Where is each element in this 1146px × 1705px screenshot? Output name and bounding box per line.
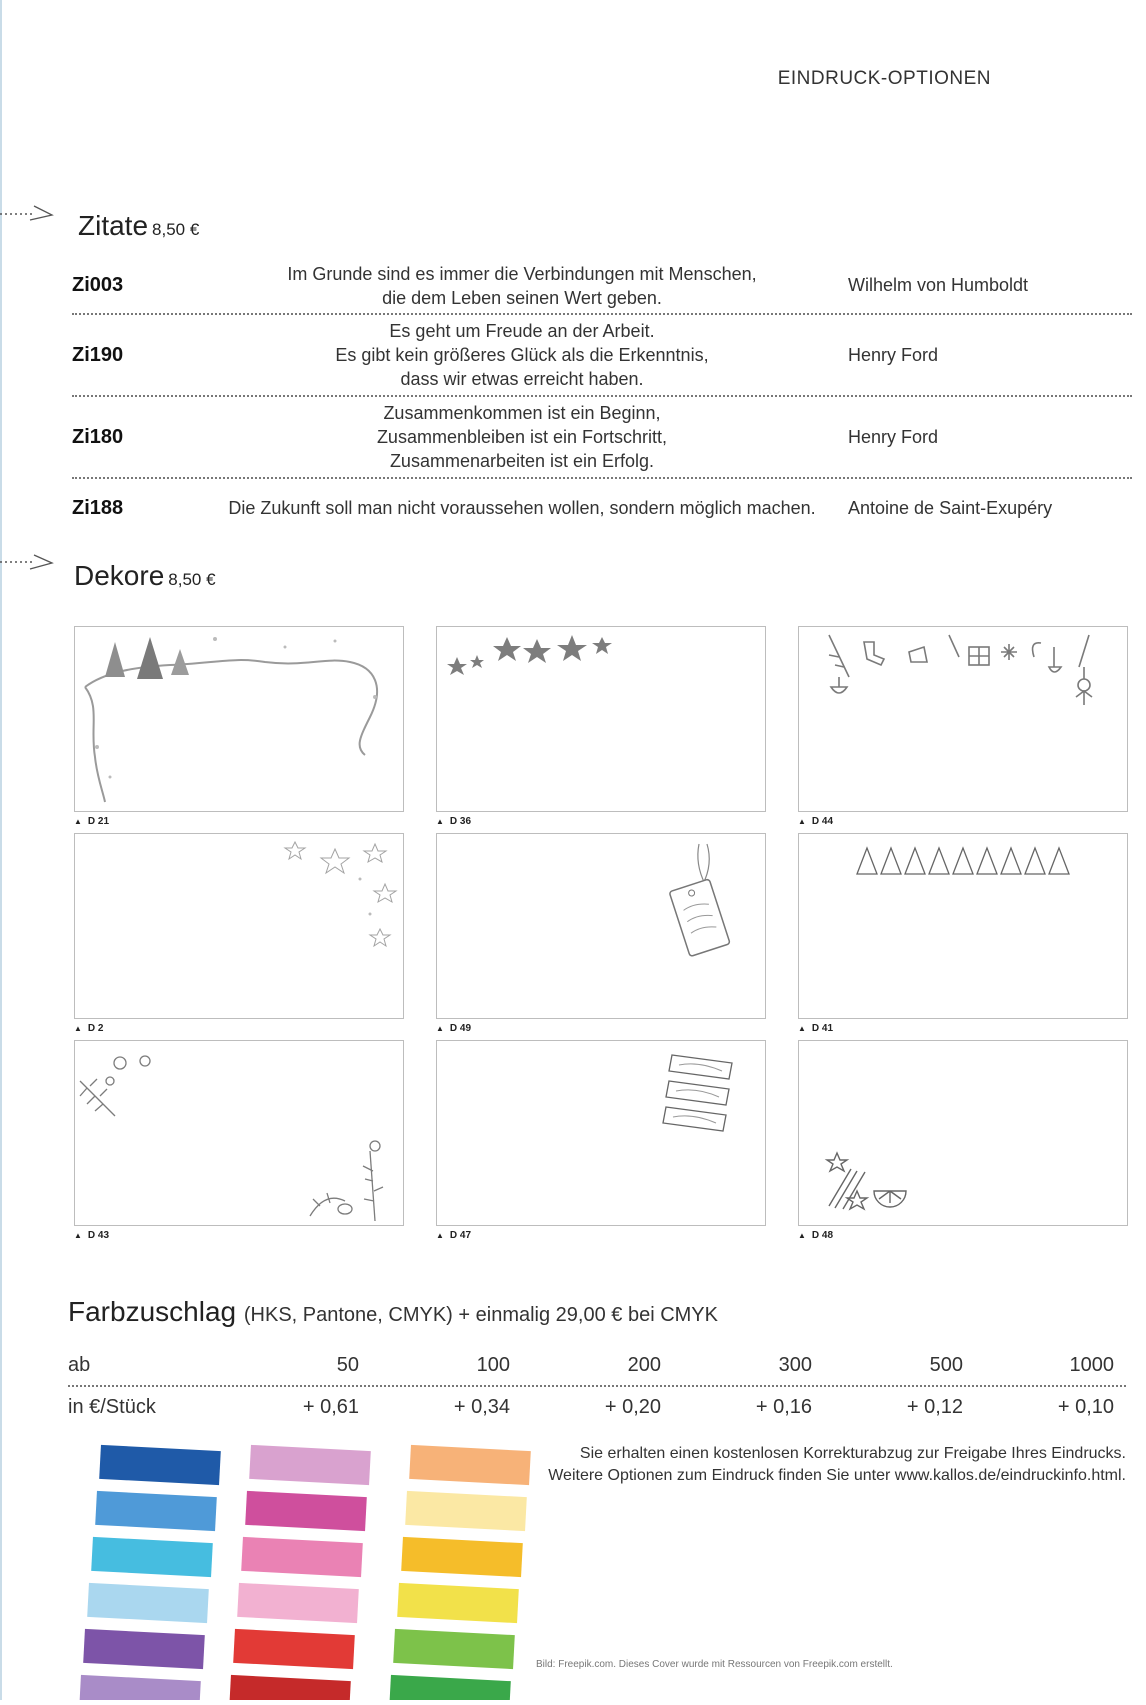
quantity-cell: 50 bbox=[336, 1353, 359, 1376]
quantity-cell: 300 bbox=[778, 1353, 812, 1376]
decor-item[interactable] bbox=[436, 626, 766, 827]
color-swatch bbox=[241, 1537, 363, 1577]
christmas-ornaments-icon bbox=[799, 627, 1127, 811]
decor-preview-card bbox=[798, 833, 1128, 1019]
color-swatch bbox=[405, 1491, 527, 1531]
pine-branches-icon bbox=[75, 1041, 403, 1225]
decor-preview-card bbox=[74, 626, 404, 812]
dekore-price: 8,50 € bbox=[168, 570, 216, 589]
color-swatch bbox=[95, 1491, 217, 1531]
color-swatch bbox=[99, 1445, 221, 1485]
quote-text: Es geht um Freude an der Arbeit. Es gibt kein größeres Glück als die Erkenntnis, dass wir etwas erreicht haben. bbox=[335, 321, 709, 389]
decor-label: ▲ D 21 bbox=[74, 816, 110, 827]
tree-row-icon bbox=[799, 834, 1127, 1018]
price-table bbox=[68, 1345, 1126, 1427]
color-swatch bbox=[401, 1537, 523, 1577]
farbzuschlag-title bbox=[68, 1296, 718, 1328]
quote-code: Zi188 bbox=[72, 496, 124, 519]
color-swatches-image bbox=[60, 1440, 560, 1700]
zitate-title bbox=[78, 210, 199, 242]
quote-row bbox=[72, 479, 1132, 537]
color-swatch bbox=[393, 1629, 515, 1669]
color-swatch bbox=[245, 1491, 367, 1531]
image-credit: Bild: Freepik.com. Dieses Cover wurde mit Ressourcen von Freepik.com erstellt. bbox=[536, 1659, 893, 1670]
decor-preview-card bbox=[798, 1040, 1128, 1226]
quantity-label: ab bbox=[68, 1353, 91, 1376]
decor-item[interactable] bbox=[798, 626, 1128, 827]
quote-row bbox=[72, 315, 1132, 397]
decor-label: ▲ D 44 bbox=[798, 816, 834, 827]
color-swatch bbox=[229, 1675, 351, 1700]
decor-label: ▲ D 47 bbox=[436, 1230, 472, 1241]
decor-preview-card bbox=[798, 626, 1128, 812]
decor-preview-card bbox=[436, 626, 766, 812]
color-swatch bbox=[409, 1445, 531, 1485]
quote-code: Zi180 bbox=[72, 425, 124, 448]
zitate-price: 8,50 € bbox=[152, 220, 200, 239]
color-swatch bbox=[91, 1537, 213, 1577]
quantity-cell: 200 bbox=[627, 1353, 661, 1376]
decor-label: ▲ D 36 bbox=[436, 816, 472, 827]
quote-code: Zi003 bbox=[72, 274, 124, 296]
decor-item[interactable] bbox=[798, 1040, 1128, 1241]
decor-label: ▲ D 49 bbox=[436, 1023, 472, 1034]
price-table-price-row bbox=[68, 1387, 1126, 1427]
decor-preview-card bbox=[74, 833, 404, 1019]
decor-item[interactable] bbox=[74, 626, 404, 827]
decor-label: ▲ D 41 bbox=[798, 1023, 834, 1034]
quote-author: Henry Ford bbox=[848, 426, 939, 447]
color-swatch bbox=[389, 1675, 511, 1700]
decor-label: ▲ D 43 bbox=[74, 1230, 110, 1241]
decor-preview-card bbox=[74, 1040, 404, 1226]
color-swatch bbox=[83, 1629, 205, 1669]
decor-item[interactable] bbox=[436, 1040, 766, 1241]
color-swatch bbox=[79, 1675, 201, 1700]
price-cell: + 0,20 bbox=[604, 1395, 661, 1418]
quote-row bbox=[72, 397, 1132, 479]
section-arrow-icon bbox=[0, 551, 55, 575]
color-swatch bbox=[237, 1583, 359, 1623]
banner-greeting-icon bbox=[437, 1041, 765, 1225]
quote-text: Die Zukunft soll man nicht voraussehen wollen, sondern möglich machen. bbox=[228, 498, 816, 518]
proof-note-line: Sie erhalten einen kostenlosen Korrekturabzug zur Freigabe Ihres Eindrucks. bbox=[579, 1445, 1126, 1462]
dekore-title-text: Dekore bbox=[74, 560, 165, 591]
stars-icon bbox=[437, 627, 765, 811]
quantity-cell: 100 bbox=[476, 1353, 510, 1376]
decor-item[interactable] bbox=[798, 833, 1128, 1034]
quote-code: Zi190 bbox=[72, 343, 124, 366]
quote-list bbox=[72, 258, 1132, 537]
zitate-title-text: Zitate bbox=[78, 210, 149, 241]
decor-label: ▲ D 48 bbox=[798, 1230, 834, 1241]
decor-preview-card bbox=[436, 1040, 766, 1226]
proof-note-line: Weitere Optionen zum Eindruck finden Sie unter www.kallos.de/eindruckinfo.html. bbox=[548, 1467, 1126, 1484]
price-label: in €/Stück bbox=[68, 1395, 156, 1418]
color-swatch bbox=[249, 1445, 371, 1485]
color-swatch bbox=[233, 1629, 355, 1669]
quote-text: Zusammenkommen ist ein Beginn, Zusammenbleiben ist ein Fortschritt, Zusammenarbeiten ist ein Erfolg. bbox=[376, 403, 668, 471]
quote-author: Antoine de Saint-Exupéry bbox=[848, 497, 1053, 518]
price-cell: + 0,61 bbox=[302, 1395, 359, 1418]
quote-author: Wilhelm von Humboldt bbox=[848, 275, 1029, 295]
decor-item[interactable] bbox=[74, 1040, 404, 1241]
color-swatches-graphic bbox=[60, 1440, 560, 1700]
price-table-header-row bbox=[68, 1345, 1126, 1387]
proof-note bbox=[548, 1443, 1126, 1487]
price-cell: + 0,34 bbox=[453, 1395, 510, 1418]
farbzuschlag-subtitle: (HKS, Pantone, CMYK) + einmalig 29,00 € bei CMYK bbox=[243, 1304, 718, 1326]
quote-row bbox=[72, 258, 1132, 315]
quantity-cell: 500 bbox=[929, 1353, 963, 1376]
price-cell: + 0,12 bbox=[906, 1395, 963, 1418]
cinnamon-orange-icon bbox=[799, 1041, 1127, 1225]
quote-text: Im Grunde sind es immer die Verbindungen mit Menschen, die dem Leben seinen Wert geben. bbox=[287, 263, 757, 308]
decor-label: ▲ D 2 bbox=[74, 1023, 104, 1034]
winter-trees-icon bbox=[75, 627, 403, 811]
left-margin-rule bbox=[0, 0, 2, 1700]
price-cell: + 0,16 bbox=[755, 1395, 812, 1418]
decor-item[interactable] bbox=[74, 833, 404, 1034]
page-header-title: EINDRUCK-OPTIONEN bbox=[777, 68, 991, 89]
color-swatch bbox=[397, 1583, 519, 1623]
color-swatch bbox=[87, 1583, 209, 1623]
price-cell: + 0,10 bbox=[1057, 1395, 1114, 1418]
farbzuschlag-title-text: Farbzuschlag bbox=[68, 1296, 237, 1327]
decor-preview-card bbox=[436, 833, 766, 1019]
quote-author: Henry Ford bbox=[848, 344, 939, 365]
corner-stars-icon bbox=[75, 834, 403, 1018]
section-arrow-icon bbox=[0, 200, 55, 224]
decor-item[interactable] bbox=[436, 833, 766, 1034]
gift-tag-icon bbox=[437, 834, 765, 1018]
quantity-cell: 1000 bbox=[1069, 1353, 1114, 1376]
dekore-title bbox=[74, 560, 216, 592]
